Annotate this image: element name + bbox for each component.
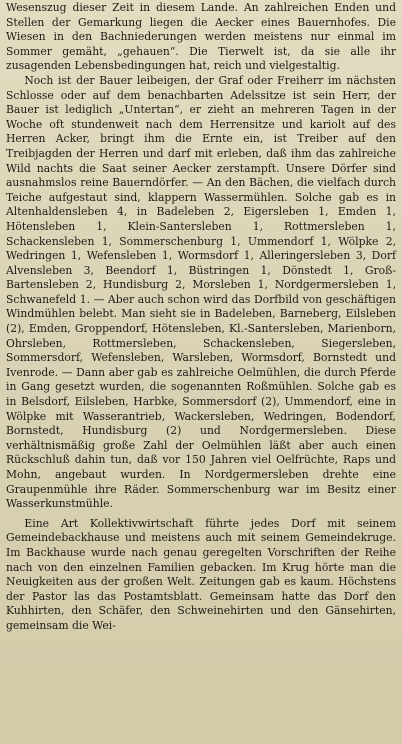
article-paragraph-3: Eine Art Kollektivwirtschaft führte jedes Dorf mit seinem Gemeindebackhause und meistens auch mit seinem Gemeindekruge. Im Backhause wurde nach genau geregelten Vorschriften der Reihe nach von den einzelnen Familien gebacken. Im Krug hörte man die Neuigkeiten aus der großen Welt. Zeitungen gab es kaum. Höchstens der Pastor las das Postamtsblatt. Gemeinsam hatte das Dorf den Kuhhirten, den Schäfer, den Schweinehirten und den Gänsehirten, gemeinsam die Wei- bbox=[6, 516, 396, 632]
article-paragraph-2: Noch ist der Bauer leibeigen, der Graf oder Freiherr im nächsten Schlosse oder auf dem benachbarten Adelssitze ist sein Herr, der Bauer ist lediglich „Untertan“, er zieht an mehreren Tagen in der Woche oft stundenweit nach dem Herrensitze und kariolt auf des Herren Acker, bringt ihm die Ernte ein, ist Treiber auf den Treibjagden der Herren und darf mit erleben, daß ihm das zahlreiche Wild nachts die Saat seiner Aecker zerstampft. Unsere Dörfer sind ausnahmslos reine Bauerndörfer. — An den Bächen, die vielfach durch Teiche aufgestaut sind, klappern Wassermühlen. Solche gab es in Altenhaldensleben 4, in Badeleben 2, Eigersleben 1, Emden 1, Hötensleben 1, Klein-Santersleben 1, Rottmersleben 1, Schackensleben 1, Sommerschenburg 1, Ummendorf 1, Wölpke 2, Wedringen 1, Wefensleben 1, Wormsdorf 1, Alleringersleben 3, Dorf Alvensleben 3, Beendorf 1, Büstringen 1, Dönstedt 1, Groß-Bartensleben 2, Hundisburg 2, Morsleben 1, Nordgermersleben 1, Schwanefeld 1. — Aber auch schon wird das Dorfbild von geschäftigen Windmühlen belebt. Man sieht sie in Badeleben, Barneberg, Eilsleben (2), Emden, Groppendorf, Hötensleben, Kl.-Santersleben, Marienborn, Ohrsleben, Rottmersleben, Schackensleben, Siegersleben, Sommersdorf, Wefensleben, Warsleben, Wormsdorf, Bornstedt und Ivenrode. — Dann aber gab es zahlreiche Oelmühlen, die durch Pferde in Gang gesetzt wurden, die sogenannten Roßmühlen. Solche gab es in Belsdorf, Eilsleben, Harbke, Sommersdorf (2), Ummendorf, eine in Wölpke mit Wasserantrieb, Wackersleben, Wedringen, Bodendorf, Bornstedt, Hundisburg (2) und Nordgermersleben. Diese verhältnismäßig große Zahl der Oelmühlen läßt aber auch einen Rückschluß dahin tun, daß vor 150 Jahren viel Oelfrüchte, Raps und Mohn, angebaut wurden. In Nordgermersleben drehte eine Graupenmühle ihre Räder. Sommerschenburg war im Besitz einer Wasserkunstmühle. bbox=[6, 73, 396, 511]
article-paragraph-1: Wesenszug dieser Zeit in diesem Lande. An zahlreichen Enden und Stellen der Gemarkung liegen die Aecker eines Bauernhofes. Die Wiesen in den Bachniederungen werden meistens nur einmal im Sommer gemäht, „gehauen“. Die Tierwelt ist, da sie alle ihr zusagenden Lebensbedingungen hat, reich und vielgestaltig. bbox=[6, 1, 396, 73]
